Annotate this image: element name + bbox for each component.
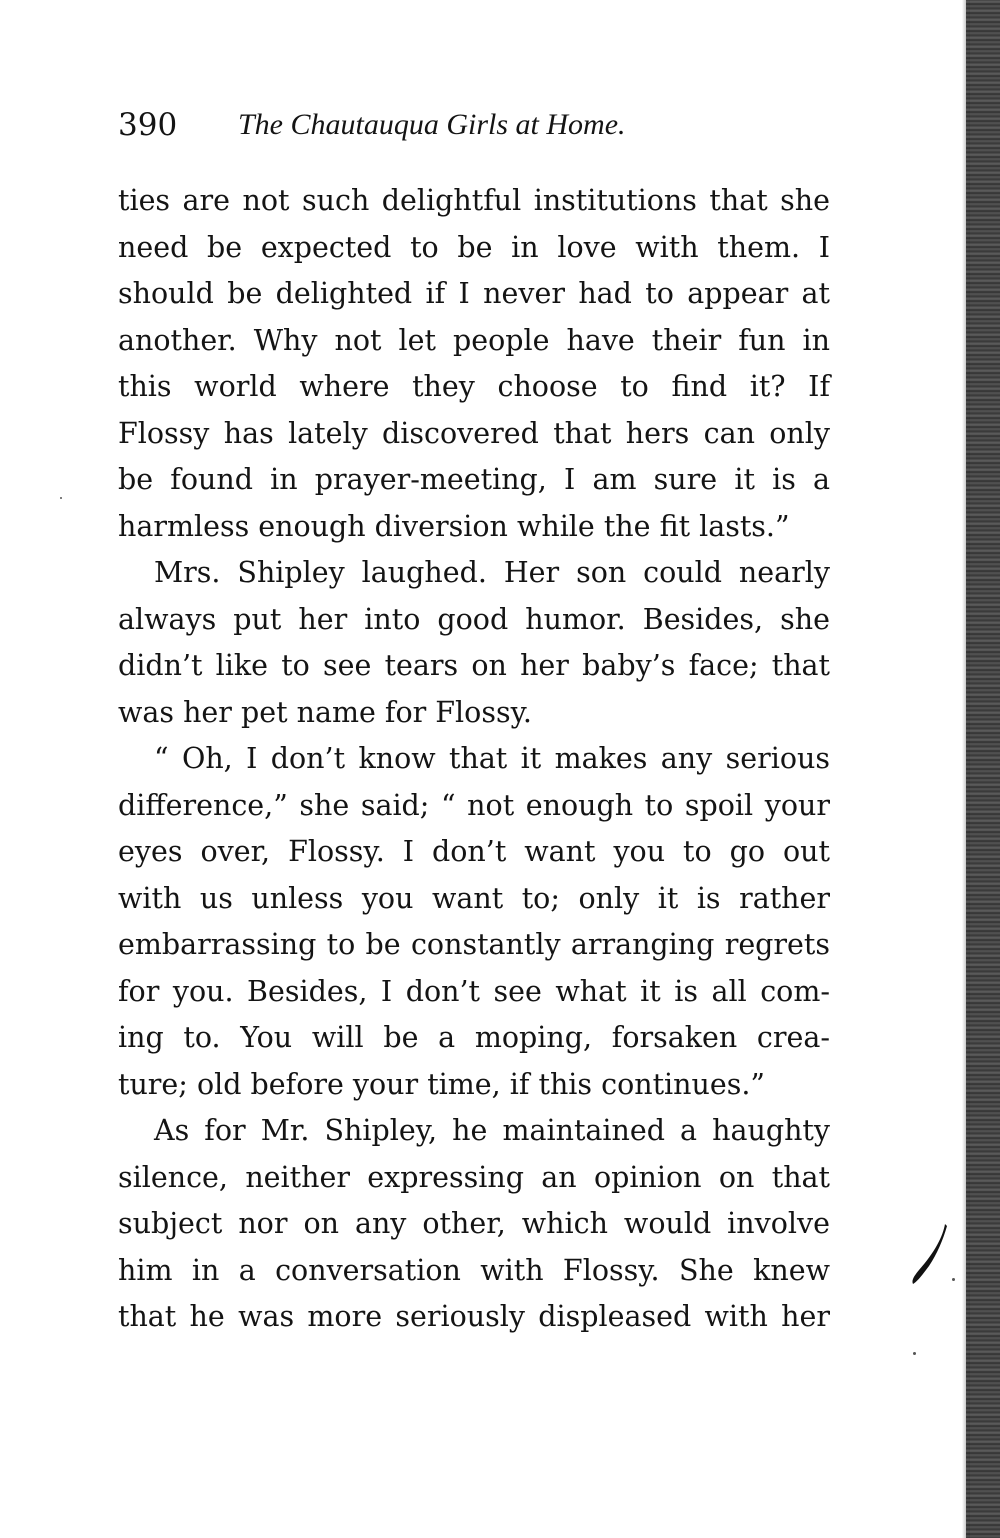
scan-speck: [60, 497, 62, 499]
text-line: ing to. You will be a moping, forsaken crea-: [118, 1021, 830, 1054]
text-line: didn’t like to see tears on her baby’s face; that: [118, 649, 830, 682]
paragraph: [118, 178, 830, 550]
paragraph: [118, 736, 830, 1108]
body-text: [118, 178, 830, 1341]
running-title: The Chautauqua Girls at Home.: [238, 108, 626, 141]
scan-speck: [913, 1352, 916, 1355]
scan-speck: [952, 1278, 955, 1281]
text-line: eyes over, Flossy. I don’t want you to go out: [118, 835, 830, 868]
page-header: [118, 100, 838, 150]
paragraph: [118, 550, 830, 736]
page-number: 390: [118, 107, 178, 143]
scan-edge-strip: [966, 0, 1000, 1538]
text-line: him in a conversation with Flossy. She knew: [118, 1253, 830, 1287]
text-line: be found in prayer-meeting, I am sure it is a: [118, 463, 830, 496]
text-line: that he was more seriously displeased with her: [118, 1300, 830, 1333]
text-line: always put her into good humor. Besides, she: [118, 602, 830, 636]
text-line: Mrs. Shipley laughed. Her son could nearly: [154, 556, 830, 589]
text-line: harmless enough diversion while the fit lasts.”: [118, 509, 790, 543]
text-line: another. Why not let people have their fun in: [118, 323, 830, 357]
paragraph: [118, 1108, 830, 1341]
text-line: ture; old before your time, if this continues.”: [118, 1067, 765, 1101]
text-line: need be expected to be in love with them. I: [118, 230, 830, 264]
text-line: this world where they choose to find it? If: [118, 370, 830, 403]
text-line: “ Oh, I don’t know that it makes any serious: [154, 742, 830, 775]
text-line: subject nor on any other, which would involve: [118, 1207, 830, 1240]
text-line: should be delighted if I never had to appear at: [118, 277, 830, 310]
text-line: embarrassing to be constantly arranging regrets: [118, 928, 830, 961]
text-line: with us unless you want to; only it is rather: [118, 881, 830, 915]
text-line: Flossy has lately discovered that hers can only: [118, 416, 830, 450]
pen-mark-icon: [905, 1222, 965, 1292]
text-line: was her pet name for Flossy.: [118, 695, 532, 729]
text-line: As for Mr. Shipley, he maintained a haughty: [154, 1114, 830, 1147]
text-line: silence, neither expressing an opinion on that: [118, 1160, 830, 1194]
text-line: ties are not such delightful institutions that she: [118, 184, 830, 217]
text-line: difference,” she said; “ not enough to spoil your: [118, 788, 830, 822]
text-line: for you. Besides, I don’t see what it is all com-: [118, 974, 830, 1008]
